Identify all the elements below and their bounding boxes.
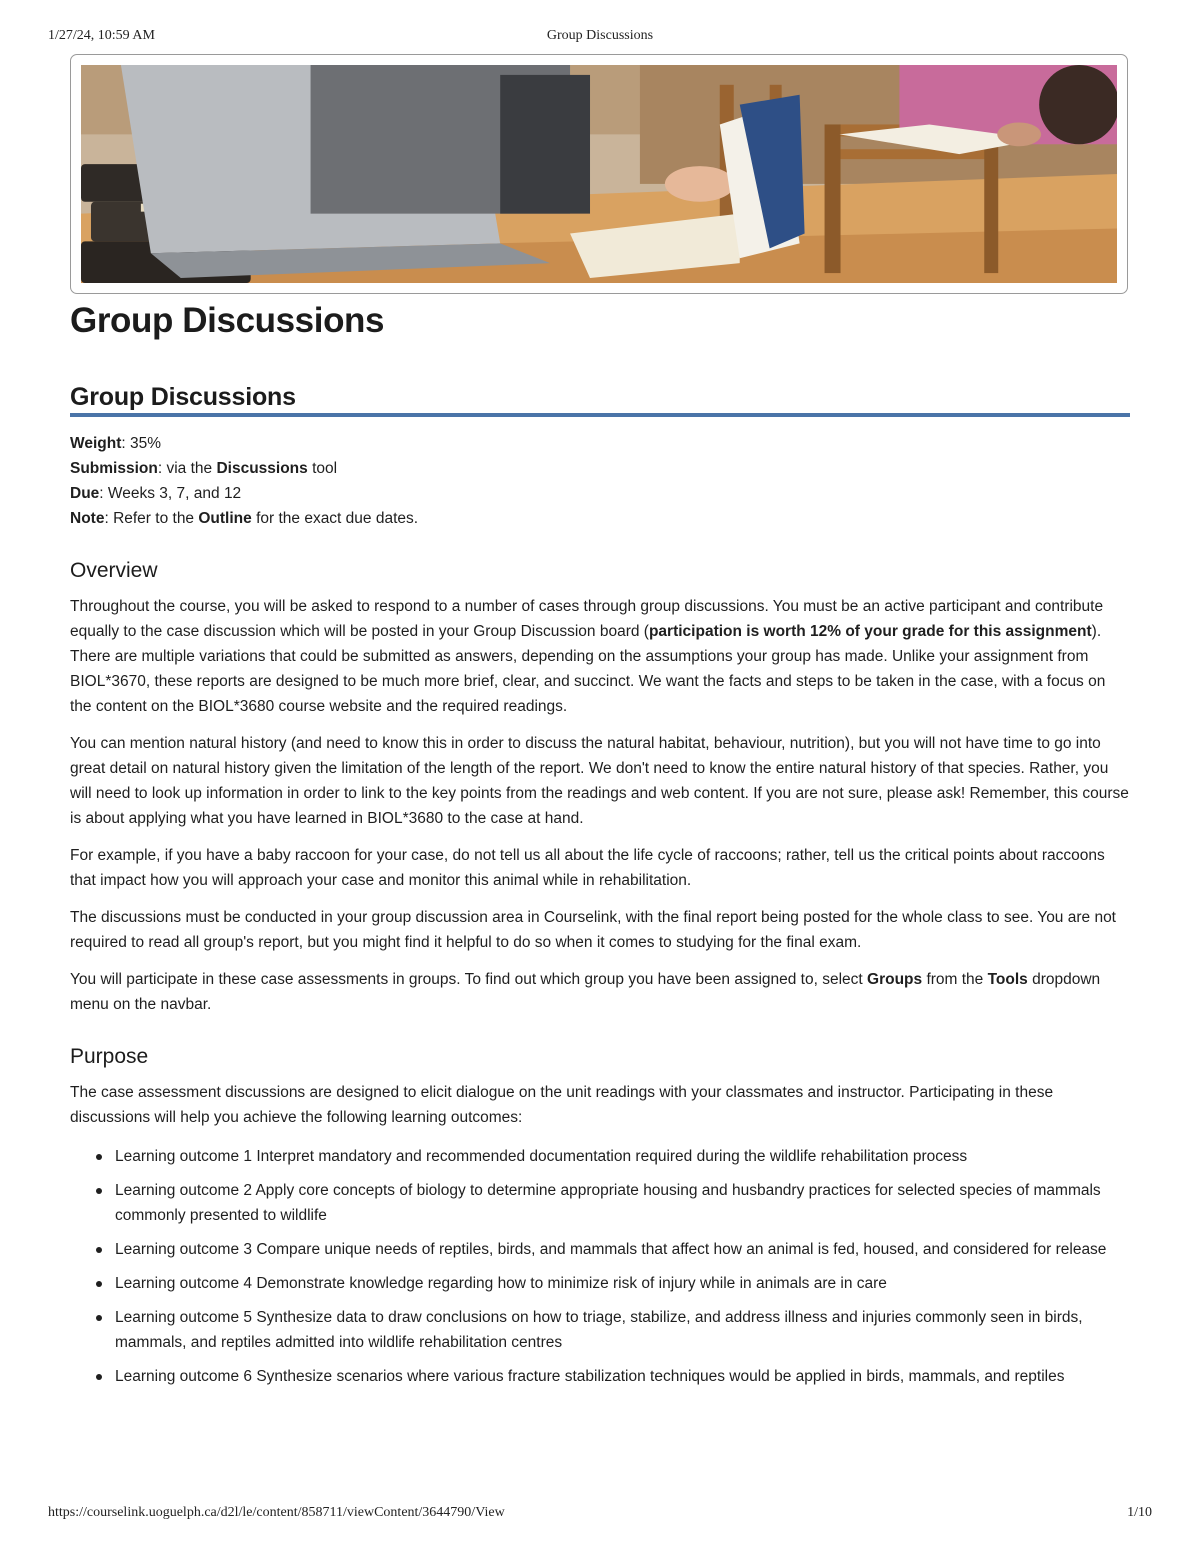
p1-text-b: ). There are multiple variations that could be submitted as answers, depending on the assumptions your group has made. Unlike your assignment from BIOL*3670, these reports are designed to be much more brief, clear, and succinct. We want the facts and steps to be taken in the case, with a focus on the content on the BIOL*3680 course website and the required readings. — [70, 623, 1106, 715]
p1-text-a: Throughout the course, you will be asked to respond to a number of cases through group discussions. You must be an active participant and contribute equally to the case discussion which will be posted in your Group Discussion board ( — [70, 598, 1104, 640]
list-item — [115, 1364, 1130, 1389]
print-footer — [48, 1505, 1152, 1525]
outcome-text: Learning outcome 6 Synthesize scenarios where various fracture stabilization techniques would be applied in birds, mammals, and reptiles — [115, 1368, 1065, 1385]
purpose-heading: Purpose — [70, 1045, 149, 1068]
outcome-text: Learning outcome 3 Compare unique needs of reptiles, birds, and mammals that affect how an animal is fed, housed, and considered for release — [115, 1241, 1107, 1258]
print-url: https://courselink.uoguelph.ca/d2l/le/content/858711/viewContent/3644790/View — [48, 1505, 505, 1520]
list-item — [115, 1144, 1130, 1169]
outcome-text: Learning outcome 1 Interpret mandatory and recommended documentation required during the wildlife rehabilitation process — [115, 1148, 968, 1165]
tools-menu-name: Tools — [987, 971, 1028, 988]
discussions-tool-name: Discussions — [216, 460, 308, 477]
assignment-details — [70, 431, 1130, 531]
overview-paragraph-2: You can mention natural history (and need to know this in order to discuss the natural habitat, behaviour, nutrition), but you will not have time to go into great detail on natural history given the limitation of the length of the report. We don't need to know the entire natural history of that species. Rather, you will need to look up information in order to link to the key points from the readings and web content. If you are not sure, please ask! Remember, this course is about applying what you have learned in BIOL*3680 to the case at hand. — [70, 735, 1129, 827]
overview-paragraph-5 — [70, 967, 1130, 1017]
outline-link[interactable]: Outline — [198, 510, 252, 527]
p5-text-c: dropdown menu on the navbar. — [70, 971, 1101, 1013]
outcome-text: Learning outcome 5 Synthesize data to draw conclusions on how to triage, stabilize, and address illness and injuries commonly seen in birds, mammals, and reptiles admitted into wildlife rehabilitation centres — [115, 1309, 1083, 1351]
bullet-icon — [96, 1374, 102, 1380]
bullet-icon — [96, 1154, 102, 1160]
purpose-intro: The case assessment discussions are designed to elicit dialogue on the unit readings with your classmates and instructor. Participating in these discussions will help you achieve the following learning outcomes: — [70, 1084, 1054, 1126]
note-line — [70, 506, 1130, 531]
p1-bold: participation is worth 12% of your grade for this assignment — [648, 623, 1092, 640]
bullet-icon — [96, 1247, 102, 1253]
print-title: Group Discussions — [546, 28, 654, 43]
note-text-end: for the exact due dates. — [251, 510, 419, 527]
bullet-icon — [96, 1315, 102, 1321]
weight-value: : 35% — [121, 435, 162, 452]
page-title: Group Discussions — [70, 301, 385, 340]
print-header — [48, 28, 1152, 48]
main-content — [70, 296, 1130, 1398]
weight-label: Weight — [70, 435, 122, 452]
submission-line — [70, 456, 1130, 481]
bullet-icon — [96, 1281, 102, 1287]
due-value: : Weeks 3, 7, and 12 — [99, 485, 242, 502]
list-item — [115, 1305, 1130, 1355]
submission-label: Submission — [70, 460, 158, 477]
outcome-text: Learning outcome 2 Apply core concepts of biology to determine appropriate housing and husbandry practices for selected species of mammals commonly presented to wildlife — [115, 1182, 1101, 1224]
overview-paragraph-1 — [70, 594, 1130, 719]
outcome-text: Learning outcome 4 Demonstrate knowledge regarding how to minimize risk of injury while in animals are in care — [115, 1275, 887, 1292]
submission-text-end: tool — [307, 460, 338, 477]
list-item — [115, 1271, 1130, 1296]
students-studying-photo — [81, 65, 1117, 283]
note-text: : Refer to the — [104, 510, 199, 527]
overview-paragraph-4: The discussions must be conducted in your group discussion area in Courselink, with the final report being posted for the whole class to see. You are not required to read all group's report, but you might find it helpful to do so when it comes to studying for the final exam. — [70, 909, 1116, 951]
p5-text-a: You will participate in these case assessments in groups. To find out which group you have been assigned to, select — [70, 971, 868, 988]
section-title: Group Discussions — [70, 383, 296, 411]
section-header — [70, 382, 1130, 417]
due-line — [70, 481, 1130, 506]
groups-menu-name: Groups — [867, 971, 923, 988]
list-item — [115, 1178, 1130, 1228]
due-label: Due — [70, 485, 100, 502]
banner-image — [81, 65, 1117, 283]
list-item — [115, 1237, 1130, 1262]
banner-image-frame — [70, 54, 1128, 294]
bullet-icon — [96, 1188, 102, 1194]
overview-heading: Overview — [70, 559, 158, 582]
print-datetime: 1/27/24, 10:59 AM — [48, 28, 155, 43]
overview-paragraph-3: For example, if you have a baby raccoon for your case, do not tell us all about the life cycle of raccoons; rather, tell us the critical points about raccoons that impact how you will approach your case and monitor this animal while in rehabilitation. — [70, 847, 1105, 889]
print-page-number: 1/10 — [1127, 1505, 1152, 1520]
weight-line — [70, 431, 1130, 456]
learning-outcomes-list — [70, 1144, 1130, 1389]
submission-text: : via the — [157, 460, 217, 477]
note-label: Note — [70, 510, 105, 527]
p5-text-b: from the — [922, 971, 988, 988]
